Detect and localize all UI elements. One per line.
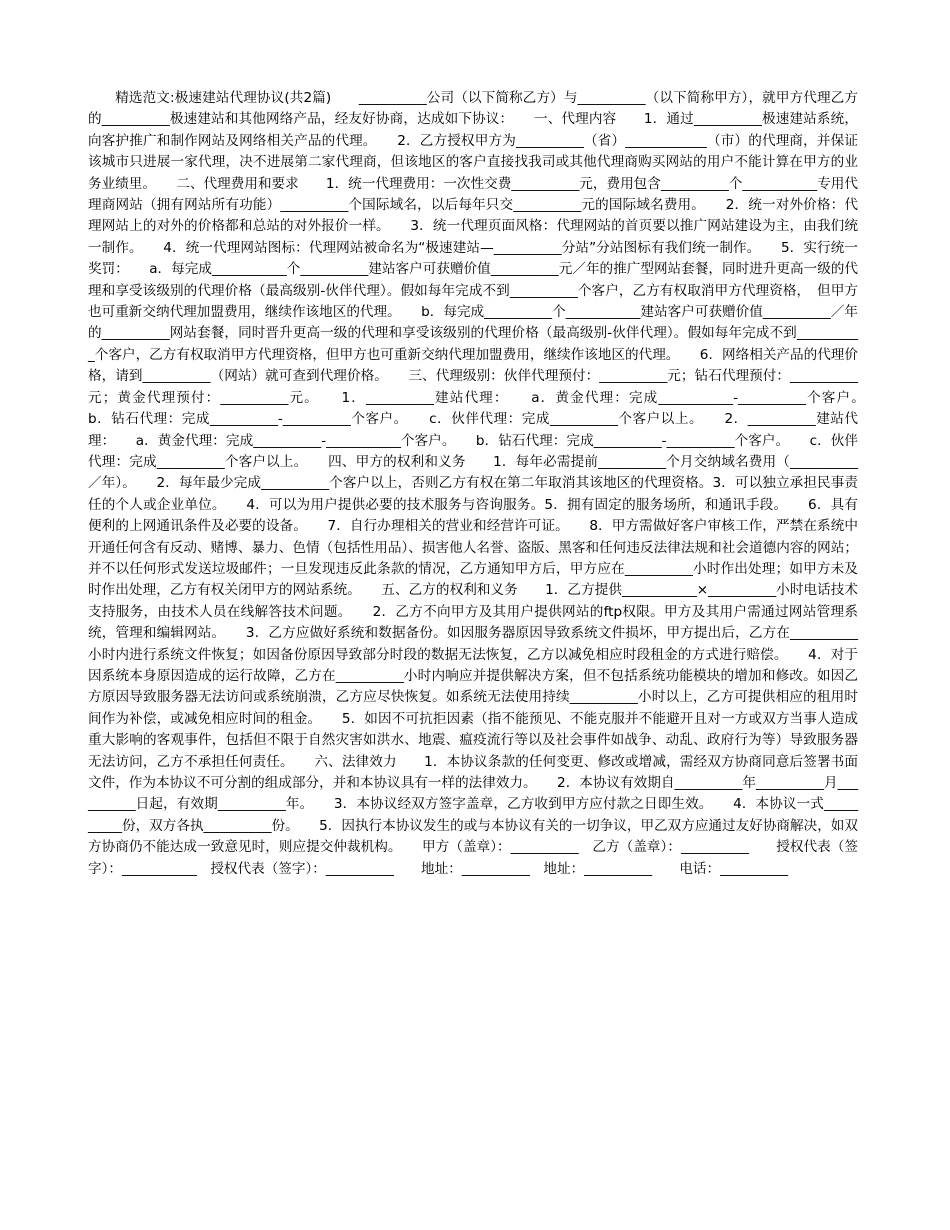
agreement-body-text: 精选范文:极速建站代理协议(共2篇) __________公司（以下简称乙方）与__________（以下简称甲方），就甲方代理乙方的__________极速建站和其他网络产品，经友好协商，达成如下协议： 一、代理内容 1．通过__________极速建站系统，向客护推广和制作网站及网络相关产品的代理。 2．乙方授权甲方为__________（省）____________（市）的代理商，并保证该城市只进展一家代理，决不进展第二家代理商，但该地区的客户直接找我司或其他代理商购买网站的用户不能计算在甲方的业务业绩里。 二、代理费用和要求 1．统一代理费用：一次性交费__________元，费用包含__________个___________专用代理商网站（拥有网站所有功能）__________个国际域名，以后每年只交__________元的国际域名费用。 2．统一对外价格：代理网站上的对外的价格都和总站的对外报价一样。 3．统一代理页面风格：代理网站的首页要以推广网站建设为主，由我们统一制作。 4．统一代理网站图标：代理网站被命名为“极速建站—__________分站”分站图标有我们统一制作。 5．实行统一奖罚： a．每完成___________个__________建站客户可获赠价值__________元／年的推广型网站套餐，同时进升更高一级的代理和享受该级别的代理价格（最高级别-伙伴代理）。假如每年完成不到__________个客户，乙方有权取消甲方代理资格， 但甲方也可重新交纳代理加盟费用，继续作该地区的代理。 b．每完成__________个___________建站客户可获赠价值__________／年的__________网站套餐，同时晋升更高一级的代理和享受该级别的代理价格（最高级别-伙伴代理）。假如每年完成不到__________个客户，乙方有权取消甲方代理资格，但甲方也可重新交纳代理加盟费用，继续作该地区的代理。 6．网络相关产品的代理价格，请到__________（网站）就可查到代理价格。 三、代理级别：伙伴代理预付：__________元；钻石代理预付：__________元；黄金代理预付：__________元。 1．__________建站代理： a．黄金代理：完成___________-__________个客户。 b．钻石代理：完成__________-__________个客户。 c．伙伴代理：完成__________个客户以上。 2．__________建站代理： a．黄金代理：完成__________-___________个客户。 b．钻石代理：完成__________-__________个客户。 c．伙伴代理：完成__________个客户以上。 四、甲方的权利和义务 1．每年必需提前__________个月交纳域名费用（__________／年）。 2．每年最少完成__________个客户以上，否则乙方有权在第二年取消其该地区的代理资格。3．可以独立承担民事责任的个人或企业单位。 4．可以为用户提供必要的技术服务与咨询服务。5．拥有固定的服务场所，和通讯手段。 6．具有便利的上网通讯条件及必要的设备。 7．自行办理相关的营业和经营许可证。 8．甲方需做好客户审核工作，严禁在系统中开通任何含有反动、赌博、暴力、色情（包括性用品）、损害他人名誉、盗版、黑客和任何违反法律法规和社会道德内容的网站；并不以任何形式发送垃圾邮件；一旦发现违反此条款的情况，乙方通知甲方后，甲方应在__________小时作出处理；如甲方未及时作出处理，乙方有权关闭甲方的网站系统。 五、乙方的权利和义务 1．乙方提供___________×__________小时电话技术支持服务，由技术人员在线解答技术问题。 2．乙方不向甲方及其用户提供网站的ftp权限。甲方及其用户需通过网站管理系统，管理和编辑网站。 3．乙方应做好系统和数据备份。如因服务器原因导致系统文件损坏，甲方提出后，乙方在__________小时内进行系统文件恢复；如因备份原因导致部分时段的数据无法恢复，乙方以减免相应时段租金的方式进行赔偿。 4．对于因系统本身原因造成的运行故障，乙方在__________小时内响应并提供解决方案，但不包括系统功能模块的增加和修改。如因乙方原因导致服务器无法访问或系统崩溃，乙方应尽快恢复。如系统无法使用持续__________小时以上，乙方可提供相应的租用时间作为补偿，或减免相应时间的租金。 5．如因不可抗拒因素（指不能预见、不能克服并不能避开且对一方或双方当事人造成重大影响的客观事件，包括但不限于自然灾害如洪水、地震、瘟疫流行等以及社会事件如战争、动乱、政府行为等）导致服务器无法访问，乙方不承担任何责任。 六、法律效力 1．本协议条款的任何变更、修改或增减，需经双方协商同意后签署书面文件，作为本协议不可分割的组成部分，并和本协议具有一样的法律效力。 2．本协议有效期自__________年__________月__________日起，有效期__________年。 3．本协议经双方签字盖章，乙方收到甲方应付款之日即生效。 4．本协议一式__________份，双方各执__________份。 5．因执行本协议发生的或与本协议有关的一切争议，甲乙双方应通过友好协商解决，如双方协商仍不能达成一致意见时，则应提交仲裁机构。 甲方（盖章）：__________ 乙方（盖章）：__________ 授权代表（签字）：___________ 授权代表（签字）：__________ 地址：__________ 地址：__________ 电话：__________: [88, 90, 886, 877]
document-page: [88, 88, 886, 1148]
